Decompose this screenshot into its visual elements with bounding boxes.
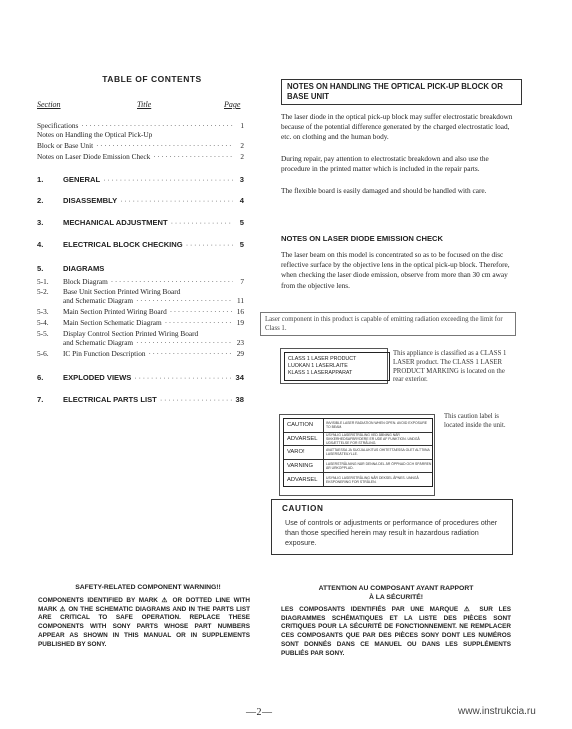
toc-row-number: 3. xyxy=(37,218,44,227)
toc-row-page: 5 xyxy=(239,218,244,227)
toc-leader-dots xyxy=(136,338,233,347)
toc-row-page: 38 xyxy=(235,395,244,404)
toc-row-title: GENERAL xyxy=(63,175,101,184)
toc-leader-dots xyxy=(103,175,233,184)
caution-warning-label xyxy=(283,418,433,487)
toc-leader-dots xyxy=(149,349,234,358)
safety-warning-title: SAFETY-RELATED COMPONENT WARNING!! xyxy=(75,584,221,591)
warning-label-row xyxy=(284,446,432,460)
toc-row-number: 5-6. xyxy=(37,349,49,358)
toc-row-title: Specifications xyxy=(37,121,79,130)
toc-row-title: MECHANICAL ADJUSTMENT xyxy=(63,218,168,227)
toc-row-number: 5-5. xyxy=(37,329,49,338)
toc-leader-dots xyxy=(96,141,233,150)
toc-row xyxy=(37,264,244,273)
toc-row xyxy=(37,175,244,184)
toc-row-number: 6. xyxy=(37,373,44,382)
site-watermark: www.instrukcia.ru xyxy=(458,706,536,717)
toc-row xyxy=(37,277,244,286)
toc-row-number: 7. xyxy=(37,395,44,404)
toc-row xyxy=(37,349,244,358)
toc-row-page: 1 xyxy=(240,121,244,130)
warning-label-row xyxy=(284,433,432,447)
toc-row xyxy=(37,318,244,327)
toc-row xyxy=(37,196,244,205)
toc-row-title: Block or Base Unit xyxy=(37,141,94,150)
toc-row xyxy=(37,338,244,347)
toc-row-page: 23 xyxy=(236,338,244,347)
toc-leader-dots xyxy=(160,395,233,404)
toc-page-header: Page xyxy=(224,100,241,109)
toc-row-page: 11 xyxy=(236,296,244,305)
warning-label-key: ADVARSEL xyxy=(284,473,324,486)
toc-row-title: IC Pin Function Description xyxy=(63,349,146,358)
toc-row xyxy=(37,218,244,227)
handling-paragraph-3: The flexible board is easily damaged and should be handled with care. xyxy=(281,186,487,195)
toc-leader-dots xyxy=(81,121,233,130)
warning-label-key: VARNING xyxy=(284,460,324,473)
toc-row xyxy=(37,296,244,305)
toc-row-number: 4. xyxy=(37,240,44,249)
toc-row xyxy=(37,240,244,249)
toc-row-title: Display Control Section Printed Wiring Board xyxy=(63,329,199,338)
toc-row xyxy=(37,329,244,338)
toc-row-number: 5-1. xyxy=(37,277,49,286)
toc-row-title: and Schematic Diagram xyxy=(63,338,134,347)
toc-section-header: Section xyxy=(37,100,61,109)
toc-leader-dots xyxy=(165,318,233,327)
toc-row-page: 3 xyxy=(239,175,244,184)
warning-label-key: VARO! xyxy=(284,446,324,459)
toc-row-title: Notes on Handling the Optical Pick-Up xyxy=(37,130,153,139)
emission-title: NOTES ON LASER DIODE EMISSION CHECK xyxy=(281,234,444,243)
toc-row-title: Base Unit Section Printed Wiring Board xyxy=(63,287,181,296)
toc-row-title: DISASSEMBLY xyxy=(63,196,118,205)
toc-row-title: EXPLODED VIEWS xyxy=(63,373,132,382)
attention-title-line: ATTENTION AU COMPOSANT AYANT RAPPORT xyxy=(318,585,474,592)
toc-row-title: ELECTRICAL PARTS LIST xyxy=(63,395,157,404)
toc-title-header: Title xyxy=(137,100,152,109)
toc-row-number: 5-4. xyxy=(37,318,49,327)
toc-row-title: Notes on Laser Diode Emission Check xyxy=(37,152,151,161)
toc-leader-dots xyxy=(170,307,233,316)
toc-row-page: 19 xyxy=(236,318,244,327)
warning-label-text: INVISIBLE LASER RADIATION WHEN OPEN. AVOID EXPOSURE TO BEAM. xyxy=(326,421,428,430)
toc-row-title: Main Section Schematic Diagram xyxy=(63,318,162,327)
toc-leader-dots xyxy=(136,296,233,305)
toc-row-page: 7 xyxy=(240,277,244,286)
toc-row xyxy=(37,373,244,382)
toc-leader-dots xyxy=(171,218,233,227)
laser-notice: Laser component in this product is capable of emitting radiation exceeding the limit for Class 1. xyxy=(260,312,516,336)
caution-text: Use of controls or adjustments or performance of procedures other than those specified herein may result in hazardous radiation exposure. xyxy=(285,518,498,547)
class-label-line: KLASS 1 LASERAPPARAT xyxy=(288,370,353,376)
warning-label-text: USYNLIG LASERSTRÅLING NÅR DEKSEL ÅPNES. UNNGÅ EKSPONERING FOR STRÅLEN. xyxy=(326,475,419,484)
warning-label-row xyxy=(284,460,432,474)
toc-title: TABLE OF CONTENTS xyxy=(102,74,202,84)
toc-row-title: DIAGRAMS xyxy=(63,264,105,273)
toc-leader-dots xyxy=(120,196,233,205)
toc-leader-dots xyxy=(186,240,233,249)
emission-text: The laser beam on this model is concentrated so as to be focused on the disc reflective surface by the objective lens in the optical pick-up block. Therefore, when checking the laser diode emission, observe from more than 30 cm away from the objective lens. xyxy=(281,250,510,290)
toc-leader-dots xyxy=(153,152,233,161)
class-label-line: CLASS 1 LASER PRODUCT xyxy=(288,356,357,362)
class-label-note: This appliance is classified as a CLASS 1 LASER product. The CLASS 1 LASER PRODUCT MARKING is located on the rear exterior. xyxy=(393,350,507,384)
toc-row-title: ELECTRICAL BLOCK CHECKING xyxy=(63,240,183,249)
handling-paragraph-1: The laser diode in the optical pick-up block may suffer electrostatic breakdown because of the potential difference generated by the charged electrostatic load, etc. on clothing and the human body. xyxy=(281,112,513,142)
toc-leader-dots xyxy=(134,373,232,382)
toc-row xyxy=(37,307,244,316)
toc-row-number: 5-3. xyxy=(37,307,49,316)
toc-row xyxy=(37,395,244,404)
toc-row-title: Main Section Printed Wiring Board xyxy=(63,307,167,316)
toc-row xyxy=(37,130,244,139)
toc-row-number: 5. xyxy=(37,264,44,273)
toc-row xyxy=(37,121,244,130)
attention-title-line: À LA SÉCURITÉ! xyxy=(368,594,424,601)
class-label-line: LUOKAN 1 LASERLAITE xyxy=(288,363,348,369)
warning-label-row xyxy=(284,419,432,433)
toc-row-number: 2. xyxy=(37,196,44,205)
toc-row xyxy=(37,287,244,296)
warning-label-note: This caution label is located inside the unit. xyxy=(444,413,506,429)
toc-row-page: 29 xyxy=(236,349,244,358)
caution-title: CAUTION xyxy=(282,504,324,513)
toc-row-title: and Schematic Diagram xyxy=(63,296,134,305)
toc-row-page: 2 xyxy=(240,141,244,150)
attention-title xyxy=(282,584,510,602)
toc-row-page: 16 xyxy=(236,307,244,316)
warning-label-text: LASERSTRÅLNING NÄR DENNA DEL ÄR ÖPPNAD OCH SPÄRREN ÄR URKOPPLAD. xyxy=(326,462,432,471)
toc-row-number: 1. xyxy=(37,175,44,184)
toc-row xyxy=(37,141,244,150)
toc-row-page: 2 xyxy=(240,152,244,161)
warning-label-text: USYNLIG LASERSTRÅLING VED ÅBNING NÅR SIKKERHEDSAFBRYDERE ER UDE AF FUNKTION. UNDGÅ UDSÆTTELSE FOR STRÅLING. xyxy=(326,432,420,445)
toc-row xyxy=(37,152,244,161)
toc-row-page: 34 xyxy=(235,373,244,382)
attention-text: LES COMPOSANTS IDENTIFIÉS PAR UNE MARQUE ⚠ SUR LES DIAGRAMMES SCHÉMATIQUES ET LA LISTE DES PIÈCES SONT CRITIQUES POUR LA SÉCURITÉ DE FONCTIONNEMENT. NE REMPLACER CES COMPOSANTS QUE PAR DES PIÈCES SONY DONT LES NUMÉROS SONT DONNÉS DANS CE MANUEL OU DANS LES SUPPLÉMENTS PUBLIÉS PAR SONY. xyxy=(281,606,511,657)
warning-label-row xyxy=(284,473,432,486)
toc-row-number: 5-2. xyxy=(37,287,49,296)
handling-title: NOTES ON HANDLING THE OPTICAL PICK-UP BLOCK OR BASE UNIT xyxy=(281,79,522,105)
warning-label-key: CAUTION xyxy=(284,419,324,432)
toc-row-page: 4 xyxy=(239,196,244,205)
toc-leader-dots xyxy=(111,277,233,286)
toc-row-title: Block Diagram xyxy=(63,277,108,286)
safety-warning-text: COMPONENTS IDENTIFIED BY MARK ⚠ OR DOTTED LINE WITH MARK ⚠ ON THE SCHEMATIC DIAGRAMS AND IN THE PARTS LIST ARE CRITICAL TO SAFE OPERATION. REPLACE THESE COMPONENTS WITH SONY PARTS WHOSE PART NUMBERS APPEAR AS SHOWN IN THIS MANUAL OR IN SUPPLEMENTS PUBLISHED BY SONY. xyxy=(38,597,250,648)
warning-label-text: AVATTAESSA JA SUOJALUKITUS OHITETTAESSA OLET ALTTIINA LASERSÄTEILYLLE. xyxy=(326,448,430,457)
page-number: —2— xyxy=(246,707,273,718)
warning-label-key: ADVARSEL xyxy=(284,433,324,446)
class-1-laser-label xyxy=(284,352,390,381)
toc-row-page: 5 xyxy=(239,240,244,249)
handling-paragraph-2: During repair, pay attention to electrostatic breakdown and also use the procedure in the printed matter which is included in the repair parts. xyxy=(281,154,489,174)
